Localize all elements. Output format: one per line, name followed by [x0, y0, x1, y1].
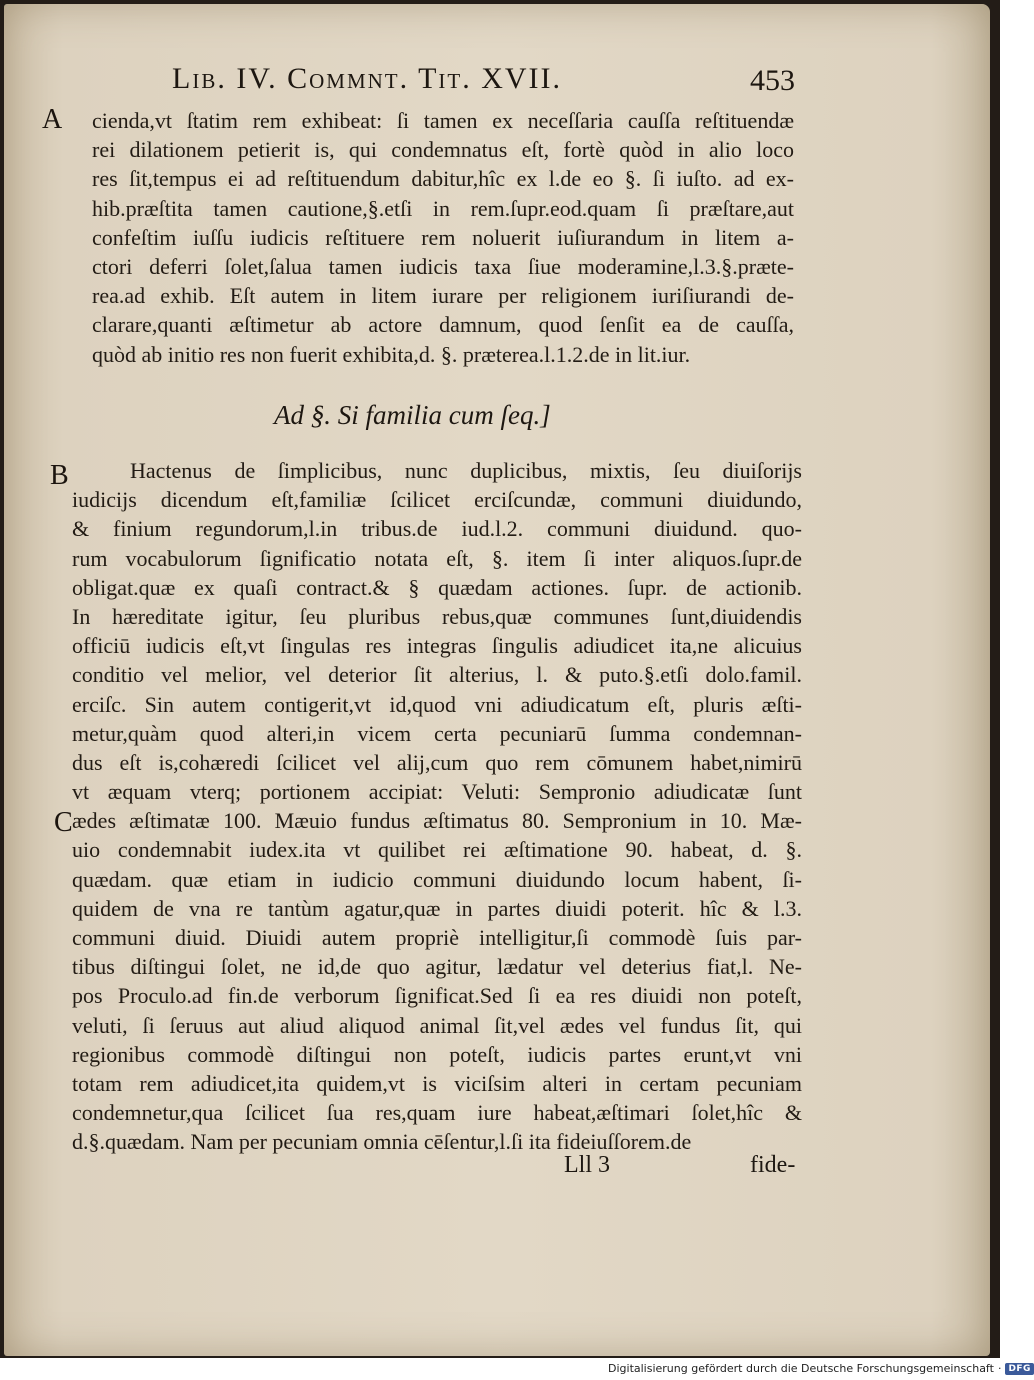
text-line: communi diuid. Diuidi autem propriè intelligitur,ſi commodè ſuis par-: [72, 925, 802, 950]
paragraph-1: [92, 106, 794, 369]
margin-letter-b: B: [50, 460, 69, 491]
margin-letter-a: A: [42, 104, 63, 135]
text-line: vt æquam vterq; portionem accipiat: Veluti: Sempronio adiudicatæ ſunt: [72, 779, 802, 805]
book-page: [4, 4, 990, 1356]
credit-text: Digitalisierung gefördert durch die Deutsche Forschungsgemeinschaft: [608, 1362, 994, 1375]
text-line: dus eſt is,cohæredi ſcilicet vel alij,cum quo rem cōmunem habet,nimirū: [72, 749, 802, 775]
text-line: clarare,quanti æſtimetur ab actore damnum, quod ſenſit ea de cauſſa,: [92, 312, 794, 338]
text-line: cienda,vt ſtatim rem exhibeat: ſi tamen ex neceſſaria cauſſa reſtituendæ: [92, 108, 794, 133]
text-line: ædes æſtimatæ 100. Mæuio fundus æſtimatus 80. Sempronium in 10. Mæ-: [72, 808, 802, 834]
text-line: uio condemnabit iudex.ita vt quilibet rei æſtimatione 90. habeat, d. §.: [72, 837, 802, 863]
digitization-credit: Digitalisierung gefördert durch die Deutsche Forschungsgemeinschaft · DFG: [608, 1362, 1034, 1375]
running-head: Lib. IV. Commnt. Tit. XVII.: [172, 62, 563, 95]
text-line: rum vocabulorum ſignificatio notata eſt, §. item ſi inter aliquos.ſupr.de: [72, 545, 802, 571]
text-line: totam rem adiudicet,ita quidem,vt is viciſsim alteri in certam pecuniam: [72, 1070, 802, 1096]
text-line: hib.præſtita tamen cautione,§.etſi in rem.ſupr.eod.quam ſi præſtare,aut: [92, 195, 794, 221]
text-line: quòd ab initio res non fuerit exhibita,d. §. præterea.l.1.2.de in lit.iur.: [92, 341, 691, 367]
text-line: d.§.quædam. Nam per pecuniam omnia cēſentur,l.ſi ita fideiuſſorem.de: [72, 1129, 692, 1155]
text-line: In hæreditate igitur, ſeu pluribus rebus,quæ communes ſunt,diuidendis: [72, 603, 802, 629]
section-heading: Ad §. Si familia cum ſeq.]: [274, 400, 551, 430]
text-line: tibus diſtingui ſolet, ne id,de quo agitur, lædatur vel deterius fiat,l. Ne-: [72, 954, 802, 980]
text-line: regionibus commodè diſtingui non poteſt, iudicis partes erunt,vt vni: [72, 1041, 802, 1067]
text-line: ctori deferri ſolet,ſalua tamen iudicis taxa ſiue moderamine,l.3.§.præte-: [92, 253, 794, 279]
paragraph-2: [72, 456, 802, 1157]
text-line: veluti, ſi ſeruus aut aliud aliquod animal ſit,vel ædes vel fundus ſit, qui: [72, 1012, 802, 1038]
text-line: & finium regundorum,l.in tribus.de iud.l.2. communi diuidund. quo-: [72, 516, 802, 542]
text-line: metur,quàm quod alteri,in vicem certa pecuniarū ſumma condemnan-: [72, 720, 802, 746]
signature-mark: Lll 3: [564, 1152, 610, 1178]
text-line: confeſtim iuſſu iudicis reſtituere rem noluerit iuſiurandum in litem a-: [92, 224, 794, 250]
page-number: 453: [750, 64, 795, 97]
text-line: rei dilationem petierit is, qui condemnatus eſt, fortè quòd in alio loco: [92, 137, 794, 163]
margin-letter-c: C: [54, 807, 73, 838]
text-line: erciſc. Sin autem contigerit,vt id,quod vni adiudicatum eſt, pluris æſti-: [72, 691, 802, 717]
text-line: Hactenus de ſimplicibus, nunc duplicibus, mixtis, ſeu diuiſorijs: [130, 458, 802, 483]
text-line: quidem de vna re tantùm agatur,quæ in partes diuidi poterit. hîc & l.3.: [72, 895, 802, 921]
text-line: condemnetur,qua ſcilicet ſua res,quam iure habeat,æſtimari ſolet,hîc &: [72, 1100, 802, 1126]
text-line: officiū iudicis eſt,vt ſingulas res integras ſingulis adiudicet ita,ne alicuius: [72, 633, 802, 659]
text-line: iudicijs dicendum eſt,familiæ ſcilicet erciſcundæ, communi diuidundo,: [72, 487, 802, 513]
text-line: conditio vel melior, vel deterior ſit alterius, l. & puto.§.etſi dolo.famil.: [72, 662, 802, 688]
text-line: pos Proculo.ad fin.de verborum ſignificat.Sed ſi ea res diuidi non poteſt,: [72, 983, 802, 1009]
dfg-logo: DFG: [1005, 1363, 1034, 1375]
text-line: quædam. quæ etiam in iudicio communi diuidundo locum habent, ſi-: [72, 866, 802, 892]
text-line: obligat.quæ ex quaſi contract.& § quædam actiones. ſupr. de actionib.: [72, 574, 802, 600]
catchword: fide-: [750, 1152, 796, 1178]
text-line: rea.ad exhib. Eſt autem in litem iurare per religionem iuriſiurandi de-: [92, 283, 794, 309]
text-line: res ſit,tempus ei ad reſtituendum dabitur,hîc ex l.de eo §. ſi iuſto. ad ex-: [92, 166, 794, 192]
